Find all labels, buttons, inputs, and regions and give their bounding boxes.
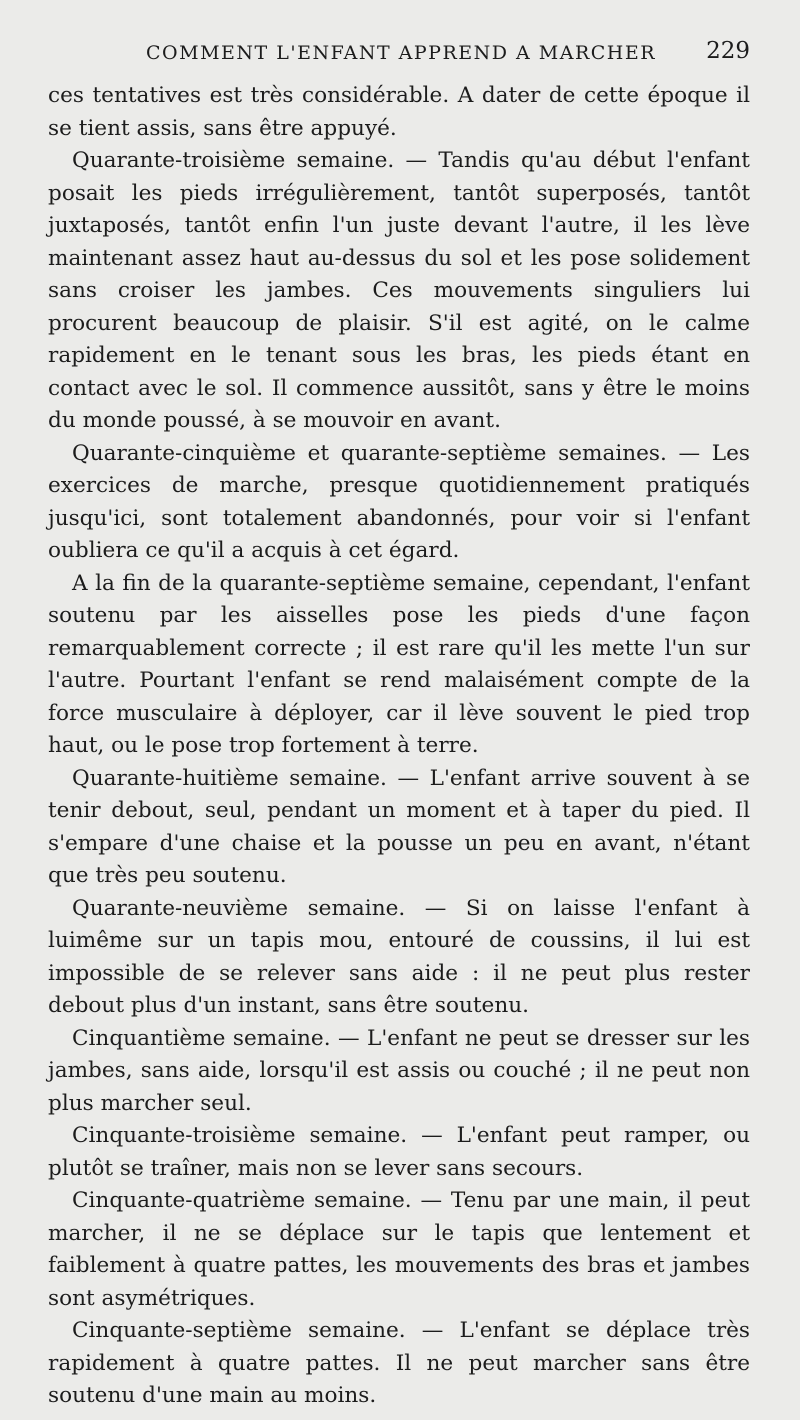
paragraph: Cinquante-septième semaine. — L'enfant se déplace très rapidement à quatre pattes. Il ne peut marcher sans être soutenu d'une main au moins. [48,1318,750,1408]
paragraph: Quarante-cinquième et quarante-septième semaines. — Les exercices de marche, presque quotidiennement pratiqués jusqu'ici, sont totalement abandonnés, pour voir si l'enfant oubliera ce qu'il a acquis à cet égard. [48,440,750,563]
page-header [48,36,750,72]
paragraph: A la fin de la quarante-septième semaine, cependant, l'enfant soutenu par les aisselles pose les pieds d'une façon remarquablement correcte ; il est rare qu'il les mette l'un sur l'autre. Pourtant l'enfant se rend malaisément compte de la force musculaire à déployer, car il lève souvent le pied trop haut, ou le pose trop fortement à terre. [48,570,750,758]
paragraph: Cinquantième semaine. — L'enfant ne peut se dresser sur les jambes, sans aide, lorsqu'il est assis ou couché ; il ne peut non plus marcher seul. [48,1025,750,1116]
page-number: 229 [706,38,750,64]
body-text [48,80,750,1413]
paragraph: Quarante-huitième semaine. — L'enfant arrive souvent à se tenir debout, seul, pendant un moment et à taper du pied. Il s'empare d'une chaise et la pousse un peu en avant, n'étant que très peu soutenu. [48,765,750,888]
paragraph: Quarante-troisième semaine. — Tandis qu'au début l'enfant posait les pieds irrégulièrement, tantôt superposés, tantôt juxtaposés, tantôt enfin l'un juste devant l'autre, il les lève maintenant assez haut au-dessus du sol et les pose solidement sans croiser les jambes. Ces mouvements singuliers lui procurent beaucoup de plaisir. S'il est agité, on le calme rapidement en le tenant sous les bras, les pieds étant en contact avec le sol. Il commence aussitôt, sans y être le moins du monde poussé, à se mouvoir en avant. [48,148,750,433]
paragraph: Quarante-neuvième semaine. — Si on laisse l'enfant à luimême sur un tapis mou, entouré de coussins, il lui est impossible de se relever sans aide : il ne peut plus rester debout plus d'un instant, sans être soutenu. [48,895,750,1018]
paragraph: ces tentatives est très considérable. A dater de cette époque il se tient assis, sans être appuyé. [48,83,750,141]
running-head: COMMENT L'ENFANT APPREND A MARCHER [146,42,657,64]
paragraph: Cinquante-troisième semaine. — L'enfant peut ramper, ou plutôt se traîner, mais non se lever sans secours. [48,1123,750,1181]
paragraph: Cinquante-quatrième semaine. — Tenu par une main, il peut marcher, il ne se déplace sur le tapis que lentement et faiblement à quatre pattes, les mouvements des bras et jambes sont asymétriques. [48,1188,750,1311]
